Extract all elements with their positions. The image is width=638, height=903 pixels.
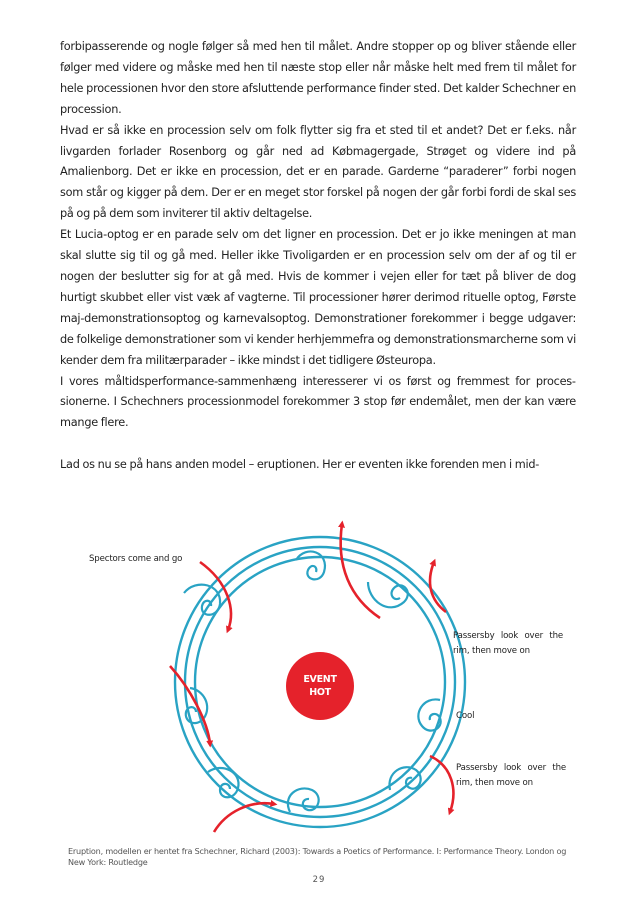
swirl xyxy=(208,768,239,797)
label-spectors: Spectors come and go xyxy=(89,554,183,564)
label-cool: Cool xyxy=(456,711,475,721)
arrow xyxy=(430,756,453,812)
body-text xyxy=(60,37,576,476)
paragraph-5: Lad os nu se på hans anden model – eruptionen. Her er eventen ikke forenden men i mid- xyxy=(60,458,540,472)
paragraph-spacer xyxy=(60,434,576,455)
paragraph-1: forbipasserende og nogle følger så med hen til målet. Andre stopper op og bliver stående eller følger med videre og måske med hen til næste stop eller når måske helt med frem til målet for hele processionen hvor den store afsluttende performance finder sted. Det kalder Schechner en procession. xyxy=(60,40,576,116)
paragraph-4: I vores måltidsperformance-sammenhæng interesserer vi os først og fremmest for processionerne. I Schechners processionmodel forekommer 3 stop før endemålet, men der kan være mange flere. xyxy=(60,374,576,430)
label-passersby-1: Passersby look over the rim, then move on xyxy=(453,631,563,656)
event-label: EVENT xyxy=(303,674,337,685)
event-sublabel: HOT xyxy=(309,687,331,698)
page-number: 29 xyxy=(312,875,326,885)
figure-caption: Eruption, modellen er hentet fra Schechner, Richard (2003): Towards a Poetics of Performance. I: Performance Theory. London og New York: Routledge xyxy=(68,846,567,867)
swirl xyxy=(296,551,325,579)
label-passersby-2: Passersby look over the rim, then move on xyxy=(456,763,566,788)
swirl xyxy=(288,788,319,812)
paragraph-3: Et Lucia-optog er en parade selv om det ligner en procession. Det er jo ikke meningen at man skal slutte sig til og gå med. Heller ikke Tivoligarden er en procession selv om der af og til er nogen der beslutter sig for at gå med. Hvis de kommer i vejen eller for tæt på bliver de dog hurtigt skubbet eller vist væk af vagterne. Til processioner hører derimod rituelle optog, Første maj-demonstrationsoptog og karnevalsoptog. Demonstrationer forekommer i begge udgaver: de folkelige demonstrationer som vi kender herhjemmefra og demonstrationsmarcherne som vi kender dem fra militærparader – ikke mindst i det tidligere Østeuropa. xyxy=(60,228,576,367)
event-circle xyxy=(286,652,354,720)
arrow xyxy=(214,803,274,832)
swirl xyxy=(368,582,408,607)
arrow xyxy=(341,524,380,618)
paragraph-2: Hvad er så ikke en procession selv om folk flytter sig fra et sted til et andet? Det er f.eks. når livgarden forlader Rosenborg og går ned ad Købmagergade, Strøget og videre ind på Amalienborg. Det er ikke en procession, det er en parade. Garderne “paraderer” forbi nogen som står og kigger på dem. Der er en meget stor forskel på nogen der går forbi fordi de skal ses på og på dem som inviterer til aktiv deltagelse. xyxy=(60,123,576,221)
